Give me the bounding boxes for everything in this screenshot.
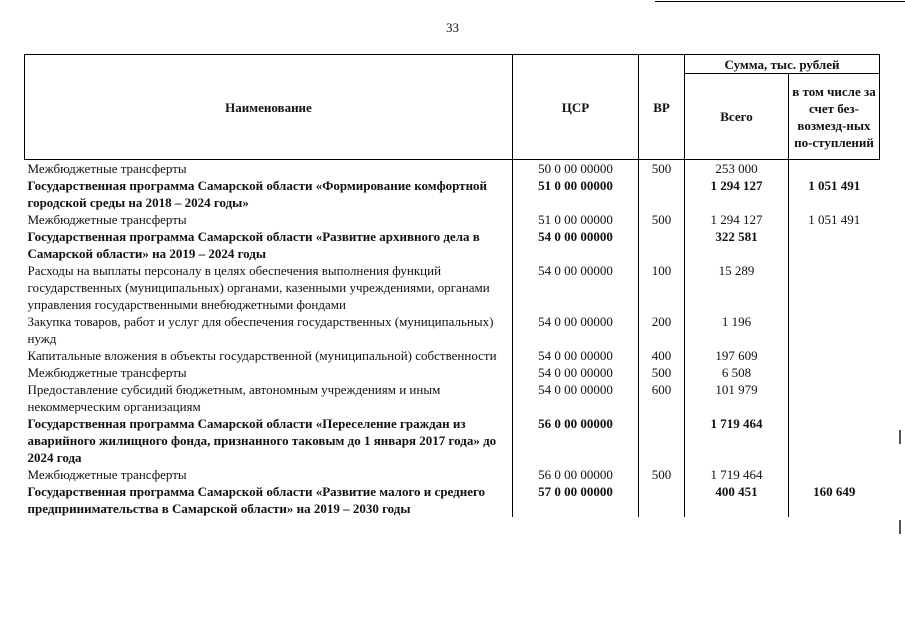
- row-vr: [639, 483, 685, 517]
- budget-table: [24, 54, 880, 517]
- row-vr: [639, 228, 685, 262]
- row-total: 101 979: [685, 381, 789, 415]
- table-row: [25, 313, 880, 347]
- row-total: 253 000: [685, 160, 789, 178]
- header-grant: в том числе за счет без-возмезд-ных по-ступлений: [789, 74, 880, 160]
- table-row: [25, 381, 880, 415]
- row-vr: 100: [639, 262, 685, 313]
- row-total: 6 508: [685, 364, 789, 381]
- row-grant: 160 649: [813, 484, 856, 499]
- row-vr: 400: [639, 347, 685, 364]
- header-sum-group: Сумма, тыс. рублей: [685, 55, 880, 74]
- row-total: 322 581: [685, 228, 789, 262]
- row-csr: 56 0 00 00000: [513, 415, 639, 466]
- scan-edge-mark: [899, 520, 901, 534]
- row-name: Государственная программа Самарской области «Переселение граждан из аварийного жилищного фонда, признанного таковым до 1 января 2017 года» до 2024 года: [25, 415, 513, 466]
- row-name: Государственная программа Самарской области «Развитие архивного дела в Самарской области» на 2019 – 2024 годы: [25, 228, 513, 262]
- row-grant: [789, 381, 880, 415]
- row-vr: 500: [639, 211, 685, 228]
- row-vr: [639, 415, 685, 466]
- row-grant: [789, 347, 880, 364]
- row-csr: 54 0 00 00000: [513, 381, 639, 415]
- row-name: Межбюджетные трансферты: [25, 364, 513, 381]
- row-total: 1 196: [685, 313, 789, 347]
- row-grant: [789, 415, 880, 466]
- row-name: Закупка товаров, работ и услуг для обеспечения государственных (муниципальных) нужд: [25, 313, 513, 347]
- table-row: [25, 160, 880, 178]
- row-total: 1 294 127: [685, 211, 789, 228]
- table-row: [25, 347, 880, 364]
- scan-edge-line: [655, 1, 905, 2]
- header-vr: ВР: [639, 55, 685, 160]
- table-row: [25, 415, 880, 466]
- row-grant: [789, 262, 880, 313]
- row-csr: 51 0 00 00000: [513, 211, 639, 228]
- row-csr: 54 0 00 00000: [513, 228, 639, 262]
- row-total: 197 609: [685, 347, 789, 364]
- row-name: Капитальные вложения в объекты государственной (муниципальной) собственности: [25, 347, 513, 364]
- row-csr: 56 0 00 00000: [513, 466, 639, 483]
- header-csr: ЦСР: [513, 55, 639, 160]
- row-vr: [639, 177, 685, 211]
- row-name: Предоставление субсидий бюджетным, автономным учреждениям и иным некоммерческим организациям: [25, 381, 513, 415]
- row-name: Межбюджетные трансферты: [25, 211, 513, 228]
- row-grant: 1 051 491: [808, 212, 861, 227]
- row-total: 1 294 127: [685, 177, 789, 211]
- row-vr: 500: [639, 466, 685, 483]
- table-row: [25, 228, 880, 262]
- row-grant: [789, 364, 880, 381]
- row-vr: 500: [639, 160, 685, 178]
- table-row: [25, 177, 880, 211]
- row-csr: 50 0 00 00000: [513, 160, 639, 178]
- table-header: [25, 55, 880, 160]
- row-total: 400 451: [685, 483, 789, 517]
- row-grant: [789, 313, 880, 347]
- table-body: [25, 160, 880, 518]
- scan-edge-mark: [899, 430, 901, 444]
- row-csr: 57 0 00 00000: [513, 483, 639, 517]
- row-vr: 200: [639, 313, 685, 347]
- row-name: Межбюджетные трансферты: [25, 466, 513, 483]
- table-row: [25, 364, 880, 381]
- table-row: [25, 483, 880, 517]
- row-name: Межбюджетные трансферты: [25, 160, 513, 178]
- row-grant: [789, 466, 880, 483]
- row-csr: 51 0 00 00000: [513, 177, 639, 211]
- row-name: Расходы на выплаты персоналу в целях обеспечения выполнения функций государственных (муниципальных) органами, казенными учреждениями, органами управления государственными внебюджетными фондами: [25, 262, 513, 313]
- row-grant: [789, 228, 880, 262]
- table-row: [25, 466, 880, 483]
- row-total: 1 719 464: [685, 466, 789, 483]
- table-row: [25, 262, 880, 313]
- row-name: Государственная программа Самарской области «Формирование комфортной городской среды на 2018 – 2024 годы»: [25, 177, 513, 211]
- row-csr: 54 0 00 00000: [513, 347, 639, 364]
- row-name: Государственная программа Самарской области «Развитие малого и среднего предпринимательства в Самарской области» на 2019 – 2030 годы: [25, 483, 513, 517]
- row-vr: 500: [639, 364, 685, 381]
- row-grant: [789, 160, 880, 178]
- row-csr: 54 0 00 00000: [513, 262, 639, 313]
- table-row: [25, 211, 880, 228]
- row-csr: 54 0 00 00000: [513, 364, 639, 381]
- row-grant: 1 051 491: [808, 178, 861, 193]
- row-csr: 54 0 00 00000: [513, 313, 639, 347]
- header-name: Наименование: [25, 55, 513, 160]
- header-total: Всего: [685, 74, 789, 160]
- row-total: 15 289: [685, 262, 789, 313]
- page-number: 33: [446, 20, 459, 35]
- row-total: 1 719 464: [685, 415, 789, 466]
- row-vr: 600: [639, 381, 685, 415]
